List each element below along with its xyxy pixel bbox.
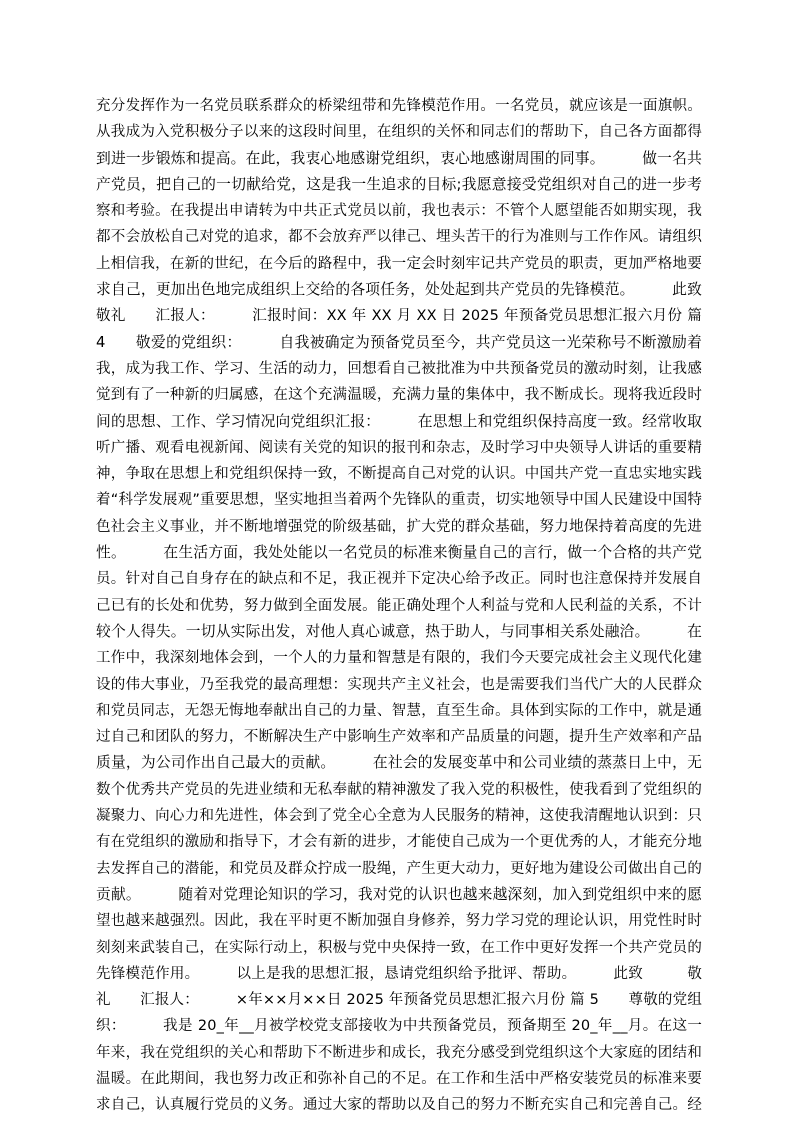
text-line: 求自己，认真履行党员的义务。通过大家的帮助以及自己的努力不断充实自己和完善自己。经 xyxy=(96,1097,702,1114)
text-line: 礼 汇报人： ×年××月××日 2025 年预备党员思想汇报六月份 篇 5 尊敬的党组 xyxy=(96,992,702,1009)
text-line: 色社会主义事业，并不断地增强党的阶级基础，扩大党的群众基础，努力地保持着高度的先进 xyxy=(96,518,702,535)
text-line: 听广播、观看电视新闻、阅读有关党的知识的报刊和杂志，及时学习中央领导人讲话的重要精 xyxy=(96,439,702,456)
text-line: 间的思想、工作、学习情况向党组织汇报： 在思想上和党组织保持高度一致。经常收取 xyxy=(96,412,702,430)
text-line: 性。 在生活方面，我处处能以一名党员的标准来衡量自己的言行，做一个合格的共产党 xyxy=(96,544,702,562)
text-line: 充分发挥作为一名党员联系群众的桥梁纽带和先锋模范作用。一名党员，就应该是一面旗帜。 xyxy=(96,98,702,114)
text-line: 着“科学发展观”重要思想，坚实地担当着两个先锋队的重责，切实地领导中国人民建设中国特 xyxy=(96,492,702,509)
text-line: 察和考验。在我提出申请转为中共正式党员以前，我也表示：不管个人愿望能否如期实现，我 xyxy=(96,203,702,220)
text-line: 求自己，更加出色地完成组织上交给的各项任务，处处起到共产党员的先锋模范。 此致 xyxy=(96,281,702,299)
text-line: 有在党组织的激励和指导下，才会有新的进步，才能使自己成为一个更优秀的人，才能充分地 xyxy=(96,834,702,851)
text-line: 觉到有了一种新的归属感，在这个充满温暖，充满力量的集体中，我不断成长。现将我近段时 xyxy=(96,387,702,404)
text-line: 从我成为入党积极分子以来的这段时间里，在组织的关怀和同志们的帮助下，自己各方面都得 xyxy=(96,124,702,141)
text-line: 敬礼 汇报人： 汇报时间：XX 年 XX 月 XX 日 2025 年预备党员思想汇报六月份 篇 xyxy=(96,308,702,325)
document-body xyxy=(96,93,702,1119)
text-line: 温暖。在此期间，我也努力改正和弥补自己的不足。在工作和生活中严格安装党员的标准来要 xyxy=(96,1070,702,1087)
text-line: 到进一步锻炼和提高。在此，我衷心地感谢党组织，衷心地感谢周围的同事。 做一名共 xyxy=(96,149,702,167)
text-line: 数个优秀共产党员的先进业绩和无私奉献的精神激发了我入党的积极性，使我看到了党组织的 xyxy=(96,781,702,798)
text-line: 去发挥自己的潜能，和党员及群众拧成一股绳，产生更大动力，更好地为建设公司做出自己的 xyxy=(96,860,702,877)
text-line: 神，争取在思想上和党组织保持一致，不断提高自己对党的认识。中国共产党一直忠实地实践 xyxy=(96,466,702,483)
text-line: 过自己和团队的努力，不断解决生产中影响生产效率和产品质量的问题，提升生产效率和产品 xyxy=(96,729,702,746)
text-line: 我，成为我工作、学习、生活的动力，回想看自己被批准为中共预备党员的激动时刻，让我感 xyxy=(96,360,702,377)
text-line: 4 敬爱的党组织： 自我被确定为预备党员至今，共产党员这一光荣称号不断激励着 xyxy=(96,333,702,351)
text-line: 凝聚力、向心力和先进性，体会到了党全心全意为人民服务的精神，这使我清醒地认识到：只 xyxy=(96,808,702,825)
text-line: 望也越来越强烈。因此，我在平时更不断加强自身修养，努力学习党的理论认识，用党性时时 xyxy=(96,913,702,930)
text-line: 上相信我，在新的世纪，在今后的路程中，我一定会时刻牢记共产党员的职责，更加严格地要 xyxy=(96,255,702,272)
text-line: 刻刻来武装自己，在实际行动上，积极与党中央保持一致，在工作中更好发挥一个共产党员的 xyxy=(96,939,702,956)
text-line: 先锋模范作用。 以上是我的思想汇报，恳请党组织给予批评、帮助。 此致 敬 xyxy=(96,965,702,982)
text-line: 年来，我在党组织的关心和帮助下不断进步和成长，我充分感受到党组织这个大家庭的团结和 xyxy=(96,1044,702,1061)
text-line: 员。针对自己自身存在的缺点和不足，我正视并下定决心给予改正。同时也注意保持并发展自 xyxy=(96,571,702,588)
text-line: 己已有的长处和优势，努力做到全面发展。能正确处理个人利益与党和人民利益的关系，不计 xyxy=(96,597,702,614)
text-line: 产党员，把自己的一切献给党，这是我一生追求的目标;我愿意接受党组织对自己的进一步考 xyxy=(96,175,702,193)
text-line: 和党员同志，无怨无悔地奉献出自己的力量、智慧，直至生命。具体到实际的工作中，就是通 xyxy=(96,702,702,719)
text-line: 工作中，我深刻地体会到，一个人的力量和智慧是有限的，我们今天要完成社会主义现代化建 xyxy=(96,650,702,667)
text-line: 贡献。 随着对党理论知识的学习，我对党的认识也越来越深刻，加入到党组织中来的愿 xyxy=(96,885,702,903)
text-line: 较个人得失。一切从实际出发，对他人真心诚意，热于助人，与同事相关系处融洽。 在 xyxy=(96,622,702,640)
text-line: 织： 我是 20_年__月被学校党支部接收为中共预备党员，预备期至 20_年__月。在这一 xyxy=(96,1018,702,1035)
text-line: 设的伟大事业，乃至我党的最高理想：实现共产主义社会，也是需要我们当代广大的人民群众 xyxy=(96,676,702,693)
text-line: 质量，为公司作出自己最大的贡献。 在社会的发展变革中和公司业绩的蒸蒸日上中，无 xyxy=(96,754,702,772)
text-line: 都不会放松自己对党的追求，都不会放弃严以律己、埋头苦干的行为准则与工作作风。请组织 xyxy=(96,229,702,246)
